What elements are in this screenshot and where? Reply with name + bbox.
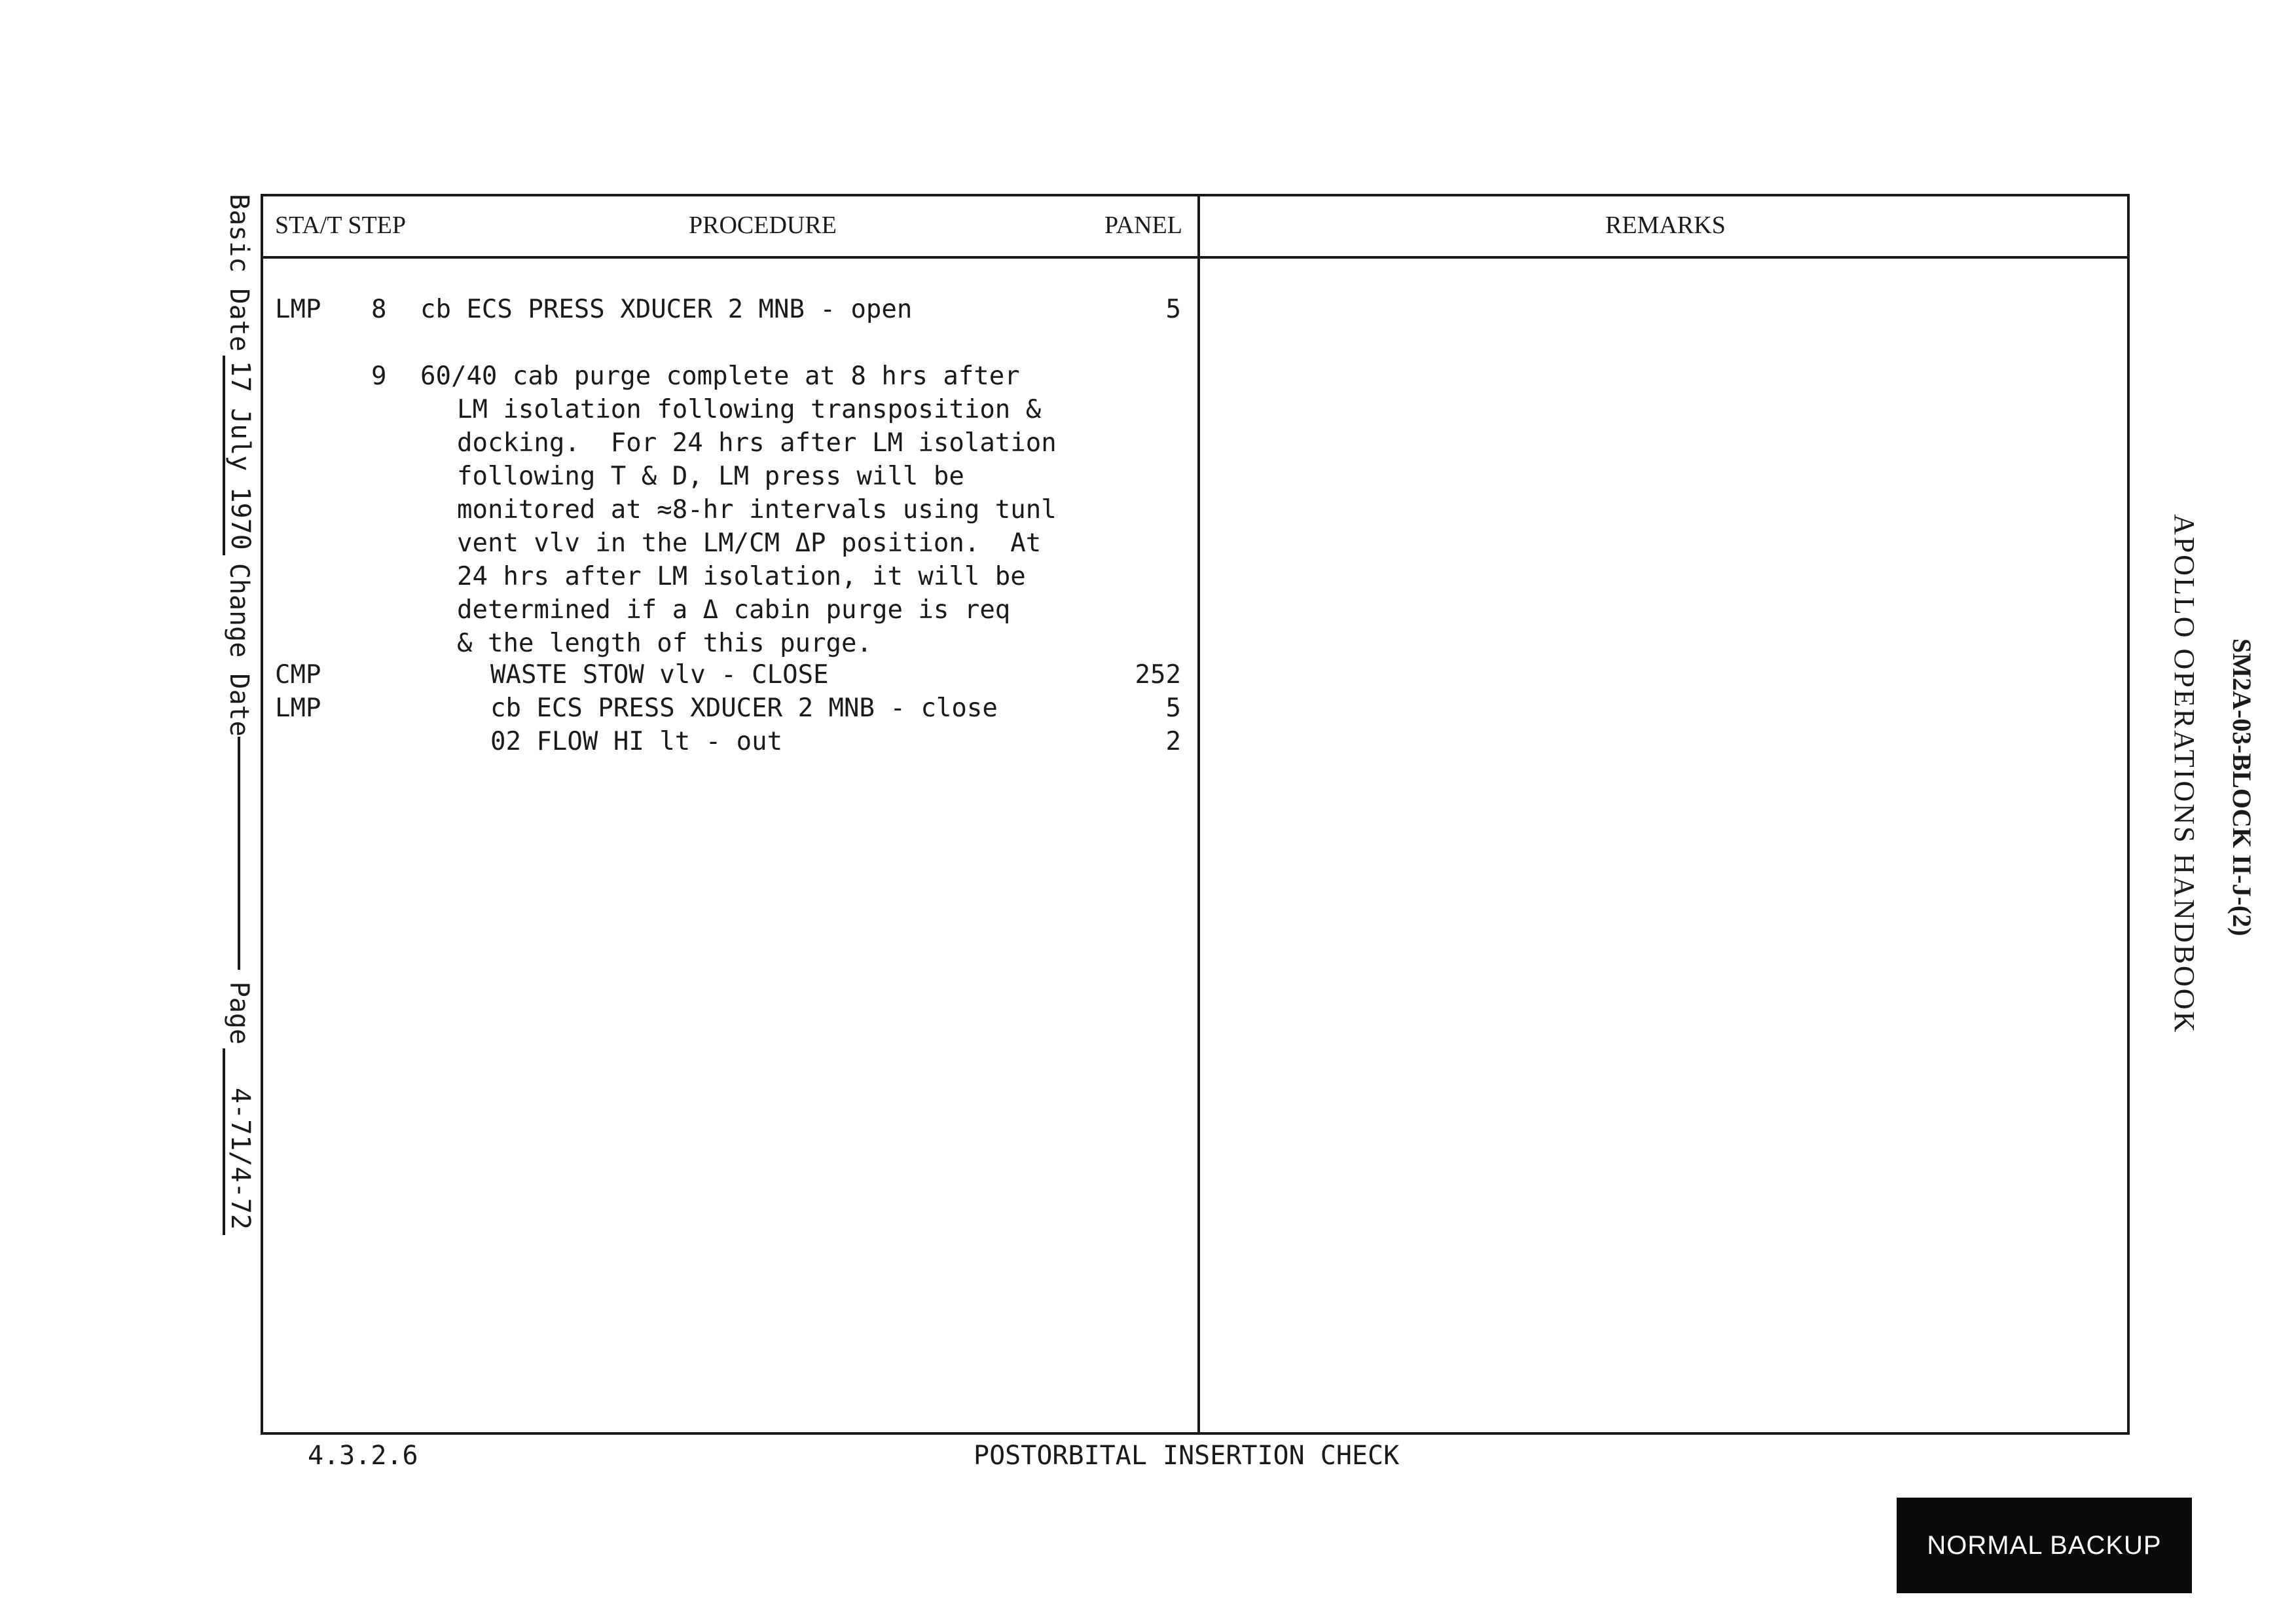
row-procedure: cb ECS PRESS XDUCER 2 MNB - open [420, 295, 913, 324]
handbook-title: APOLLO OPERATIONS HANDBOOK [2168, 514, 2200, 1035]
row-sta: LMP [275, 295, 321, 324]
header-sta-step: STA/T STEP [275, 212, 407, 239]
section-title: POSTORBITAL INSERTION CHECK [974, 1441, 1400, 1471]
header-panel: PANEL [1104, 212, 1182, 239]
normal-backup-badge: NORMAL BACKUP [1897, 1498, 2192, 1593]
basic-date-label: Basic Date [224, 194, 254, 352]
header-procedure: PROCEDURE [689, 212, 837, 239]
change-date-label: Change Date [224, 563, 254, 737]
row-procedure: WASTE STOW vlv - CLOSE [490, 660, 829, 690]
doc-id: SM2A-03-BLOCK II-J-(2) [2227, 638, 2257, 936]
row-panel: 2 [1165, 727, 1181, 756]
procedure-table [261, 194, 2130, 1435]
row-panel: 5 [1165, 295, 1181, 324]
column-divider [1197, 196, 1200, 1432]
row-procedure: docking. For 24 hrs after LM isolation [457, 428, 1057, 458]
page-value: 4-71/4-72 [223, 1048, 255, 1235]
row-procedure: 02 FLOW HI lt - out [490, 727, 783, 756]
change-date-value [238, 737, 240, 970]
row-panel: 5 [1165, 693, 1181, 723]
row-procedure: 24 hrs after LM isolation, it will be [457, 562, 1026, 591]
row-procedure: LM isolation following transposition & [457, 395, 1042, 424]
row-procedure: vent vlv in the LM/CM ΔP position. At [457, 528, 1042, 558]
header-divider [263, 256, 2127, 259]
section-number: 4.3.2.6 [308, 1441, 418, 1471]
row-step: 9 [371, 361, 387, 391]
row-procedure: monitored at ≈8-hr intervals using tunl [457, 495, 1057, 525]
side-info [219, 194, 259, 1435]
page-label: Page [224, 981, 254, 1045]
row-procedure: & the length of this purge. [457, 629, 872, 658]
header-remarks: REMARKS [1605, 212, 1726, 239]
row-procedure: cb ECS PRESS XDUCER 2 MNB - close [490, 693, 998, 723]
row-step: 8 [371, 295, 387, 324]
row-panel: 252 [1135, 660, 1181, 690]
row-sta: CMP [275, 660, 321, 690]
row-procedure: following T & D, LM press will be [457, 462, 964, 491]
basic-date-value: 17 July 1970 [223, 356, 255, 555]
row-sta: LMP [275, 693, 321, 723]
row-procedure: determined if a Δ cabin purge is req [457, 595, 1011, 625]
row-procedure: 60/40 cab purge complete at 8 hrs after [420, 361, 1020, 391]
